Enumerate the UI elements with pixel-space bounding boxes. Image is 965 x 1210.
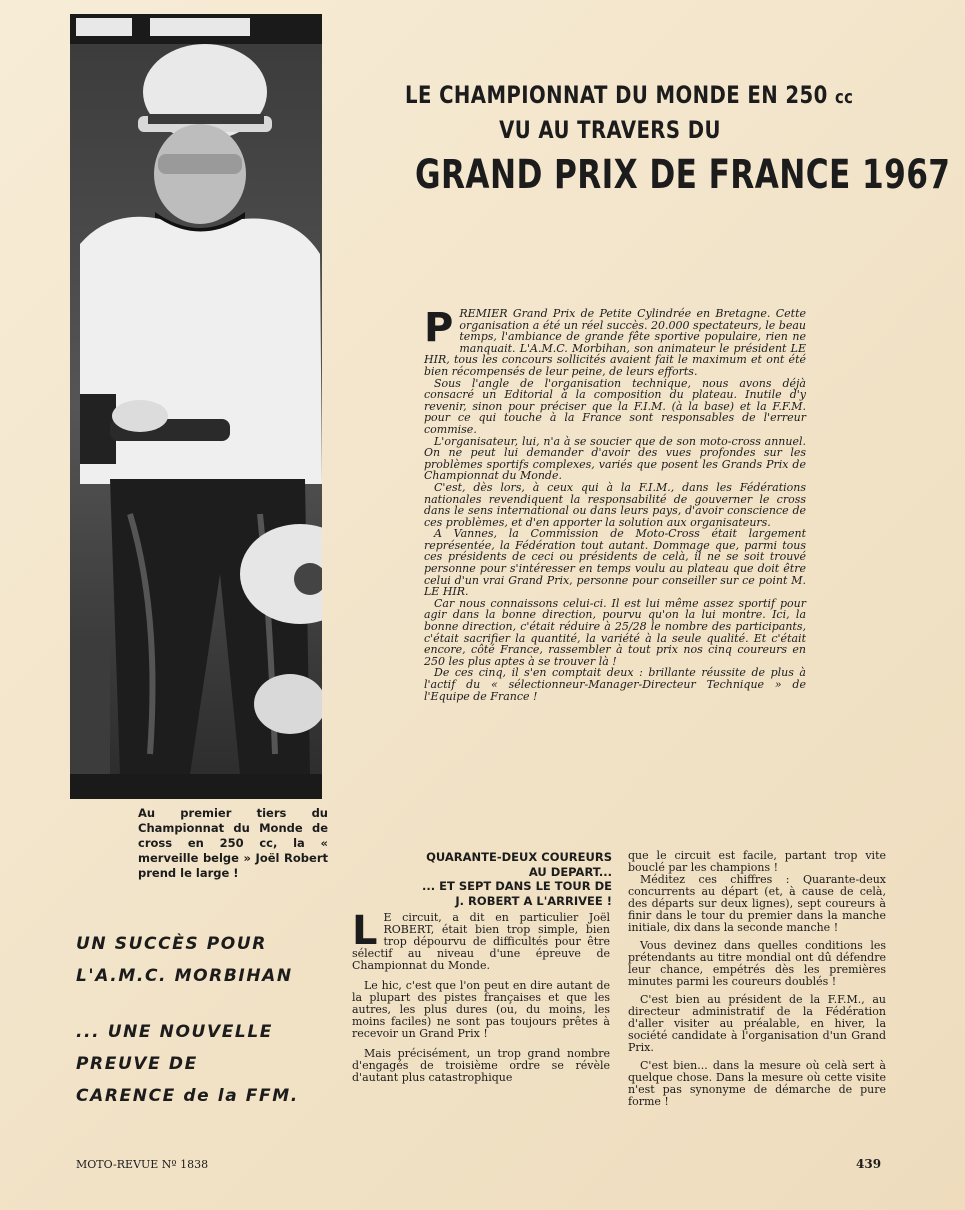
article-title: [360, 80, 951, 203]
body-dropcap: L: [352, 908, 378, 954]
intro-paragraph: C'est, dès lors, à ceux qui à la F.I.M., dans les Fédérations nationales revendiquent la responsabilité de gouverner le cross dans le sens international ou dans leurs pays, d'avoir conscience de ces problèmes, et d'en apporter la solution aux organisateurs.: [424, 480, 806, 529]
rider-photo: [70, 14, 322, 799]
intro-paragraph: Car nous connaissons celui-ci. Il est lui même assez sportif pour agir dans la bonne direction, pourvu qu'on la lui montre. Ici, la bonne direction, c'était réduire à 25/28 le nombre des participants, c'était sacrifier la quantité, la variété à la seule qualité. Et c'était encore, côté France, rassembler à tout prix nos cinq coureurs en 250 les plus aptes à se trouver là !: [424, 596, 806, 668]
intro-paragraph: PREMIER Grand Prix de Petite Cylindrée en Bretagne. Cette organisation a été un réel succès. 20.000 spectateurs, le beau temps, l'ambiance de grande fête sportive populaire, rien ne manquait. L'A.M.C. Morbihan, son animateur le président LE HIR, tous les concours sollicités avaient fait le maximum et ont été bien récompensés de leur peine, de leurs efforts.: [424, 305, 806, 378]
photo-caption: Au premier tiers du Championnat du Monde de cross en 250 cc, la « merveille belge » Joël Robert prend le large !: [138, 806, 328, 880]
body-paragraph: C'est bien au président de la F.F.M., au directeur administratif de la Fédération d'aller visiter au préalable, en hiver, la société candidate à l'organisation d'un Grand Prix.: [628, 993, 886, 1054]
body-paragraph: Le hic, c'est que l'on peut en dire autant de la plupart des pistes françaises et que les autres, les plus dures (ou, du moins, les moins faciles) ne sont pas toujours prêtes à recevoir un Grand Prix !: [352, 979, 610, 1040]
body-paragraph: L E circuit, a dit en particulier Joël ROBERT, était bien trop simple, bien trop dépourvu de difficultés pour être sélectif au niveau d'une épreuve de Championnat du Monde.: [352, 908, 610, 972]
body-paragraph: Mais précisément, un trop grand nombre d'engagés de troisième ordre se révèle d'autant plus catastrophique: [352, 1047, 610, 1084]
title-line-3: GRAND PRIX DE FRANCE 1967: [415, 152, 951, 198]
body-paragraph: C'est bien... dans la mesure où celà sert à quelque chose. Dans la mesure où cette visite n'est pas synonyme de démarche de pure forme !: [628, 1059, 886, 1108]
sidebar-headline: UN SUCCÈS POUR L'A.M.C. MORBIHAN ... UNE NOUVELLE PREUVE DE CARENCE de la FFM.: [76, 934, 299, 1106]
title-line-1: LE CHAMPIONNAT DU MONDE EN 250 cc: [405, 81, 854, 109]
intro-paragraph: L'organisateur, lui, n'a à se soucier que de son moto-cross annuel. On ne peut lui demander d'avoir des vues profondes sur les problèmes sportifs complexes, variés que posent les Grands Prix de Championnat du Monde.: [424, 434, 806, 483]
intro-text: [424, 305, 806, 703]
intro-paragraph: De ces cinq, il s'en comptait deux : brillante réussite de plus à l'actif du « sélectionneur-Manager-Directeur Technique » de l'Equipe de France !: [424, 666, 806, 703]
section-subhead: QUARANTE-DEUX COUREURS AU DEPART... ... ET SEPT DANS LE TOUR DE J. ROBERT A L'ARRIVEE !: [422, 850, 612, 908]
body-paragraph: Méditez ces chiffres : Quarante-deux concurrents au départ (et, à cause de celà, des départs sur deux lignes), sept coureurs à finir dans le tour du premier dans la manche initiale, dix dans la seconde manche !: [628, 873, 886, 934]
title-line-2: VU AU TRAVERS DU: [499, 116, 721, 144]
intro-paragraph: A Vannes, la Commission de Moto-Cross était largement représentée, la Fédération tout autant. Dommage que, parmi tous ces présidents de ceci ou présidents de celà, il ne se soit trouvé personne pour s'intéresser en temps voulu au plateau que doit être celui d'un vrai Grand Prix, personne pour conseiller sur ce point M. LE HIR.: [424, 527, 806, 599]
rider-photo-image: [70, 14, 322, 799]
body-paragraph: Vous devinez dans quelles conditions les prétendants au titre mondial ont dû défendre leur chance, empétrés dès les premières minutes parmi les coureurs doublés !: [628, 939, 886, 988]
body-paragraph: que le circuit est facile, partant trop vite bouclé par les champions !: [628, 849, 886, 874]
page-number: 439: [856, 1157, 882, 1171]
body-column-1: [352, 908, 610, 1092]
footer-publication: MOTO-REVUE Nº 1838: [76, 1158, 209, 1171]
intro-paragraph: Sous l'angle de l'organisation technique, nous avons déjà consacré un Editorial à la composition du plateau. Inutile d'y revenir, sinon pour préciser que la F.I.M. (à la base) et la F.F.M. pour ce qui touche à la France sont responsables de l'erreur commise.: [424, 376, 806, 436]
body-column-2: [628, 850, 886, 1114]
intro-dropcap: P: [424, 305, 454, 351]
